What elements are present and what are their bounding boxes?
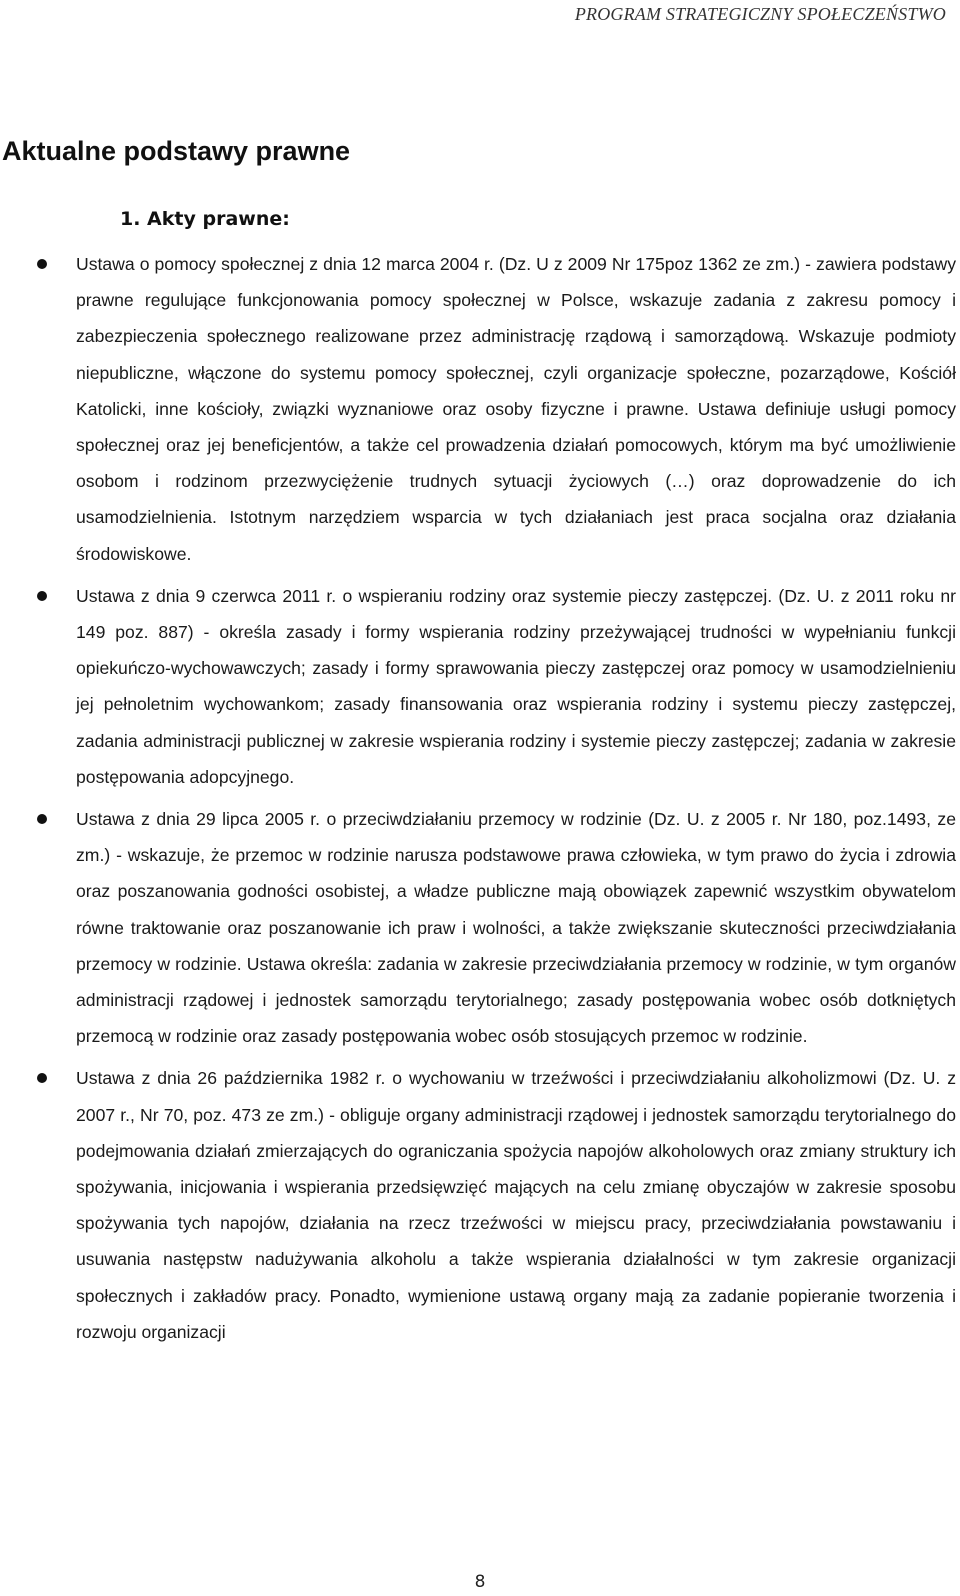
act-text: Ustawa z dnia 9 czerwca 2011 r. o wspieraniu rodziny oraz systemie pieczy zastępczej. (Dz. U. z 2011 roku nr 149 poz. 887) - określa zasady i formy wspierania rodziny przeżywającej trudności w wypełnianiu funkcji opiekuńczo-wychowawczych; zasady i formy sprawowania pieczy zastępczej oraz pomocy w usamodzielnieniu jej pełnoletnim wychowankom; zasady finansowania oraz wspierania rodziny i systemu pieczy zastępczej, zadania administracji publicznej w zakresie wspierania rodziny i systemie pieczy zastępczej; zadania w zakresie postępowania adopcyjnego. <box>76 585 956 787</box>
bullet-icon <box>37 259 47 269</box>
section-title: Aktualne podstawy prawne <box>2 136 351 166</box>
running-header: PROGRAM STRATEGICZNY SPOŁECZEŃSTWO <box>574 4 946 24</box>
bullet-icon <box>37 591 47 601</box>
act-text: Ustawa z dnia 26 października 1982 r. o wychowaniu w trzeźwości i przeciwdziałaniu alkoholizmowi (Dz. U. z 2007 r., Nr 70, poz. 473 ze zm.) - obliguje organy administracji rządowej i jednostek samorządu terytorialnego do podejmowania działań zmierzających do ograniczania spożycia napojów alkoholowych oraz zmiany struktury ich spożywania, inicjowania i wspierania przedsięwzięć mających na celu zmianę obyczajów w zakresie sposobu spożywania tych napojów, działania na rzecz trzeźwości w miejscu pracy, przeciwdziałania powstawaniu i usuwania następstw nadużywania alkoholu a także wspierania działalności w tym zakresie organizacji społecznych i zakładów pracy. Ponadto, wymienione ustawą organy mają za zadanie popieranie tworzenia i rozwoju organizacji <box>76 1068 956 1342</box>
bullet-icon <box>37 1073 47 1083</box>
act-text: Ustawa o pomocy społecznej z dnia 12 marca 2004 r. (Dz. U z 2009 Nr 175poz 1362 ze zm.) - zawiera podstawy prawne regulujące funkcjonowania pomocy społecznej w Polsce, wskazuje zadania z zakresu pomocy i zabezpieczenia społecznego realizowane przez administrację rządową i samorządową. Wskazuje podmioty niepubliczne, włączone do systemu pomocy społecznej, czyli organizacje społeczne, pozarządowe, Kościół Katolicki, inne kościoły, związki wyznaniowe oraz osoby fizyczne i prawne. Ustawa definiuje usługi pomocy społecznej oraz jej beneficjentów, a także cel prowadzenia działań pomocowych, którym ma być umożliwienie osobom i rodzinom przezwyciężenie trudnych sytuacji życiowych (…) oraz doprowadzenie do ich usamodzielnienia. Istotnym narzędziem wsparcia w tych działaniach jest praca socjalna oraz działania środowiskowe. <box>76 254 956 564</box>
legal-acts-list <box>0 246 956 1356</box>
list-item <box>0 578 956 795</box>
page-number: 8 <box>474 1572 486 1592</box>
list-item <box>0 801 956 1054</box>
bullet-icon <box>37 814 47 824</box>
section-subtitle: 1. Akty prawne: <box>120 208 290 230</box>
act-text: Ustawa z dnia 29 lipca 2005 r. o przeciwdziałaniu przemocy w rodzinie (Dz. U. z 2005 r. Nr 180, poz.1493, ze zm.) - wskazuje, że przemoc w rodzinie narusza podstawowe prawa człowieka, w tym prawo do życia i zdrowia oraz poszanowania godności osobistej, a władze publiczne mają obowiązek zapewnić wszystkim obywatelom równe traktowanie oraz poszanowanie ich praw i wolności, a także zwiększanie skuteczności przeciwdziałania przemocy w rodzinie. Ustawa określa: zadania w zakresie przeciwdziałania przemocy w rodzinie, w tym organów administracji rządowej i jednostek samorządu terytorialnego; zasady postępowania wobec osób dotkniętych przemocą w rodzinie oraz zasady postępowania wobec osób stosujących przemoc w rodzinie. <box>76 809 956 1047</box>
list-item <box>0 1060 956 1350</box>
list-item <box>0 246 956 572</box>
